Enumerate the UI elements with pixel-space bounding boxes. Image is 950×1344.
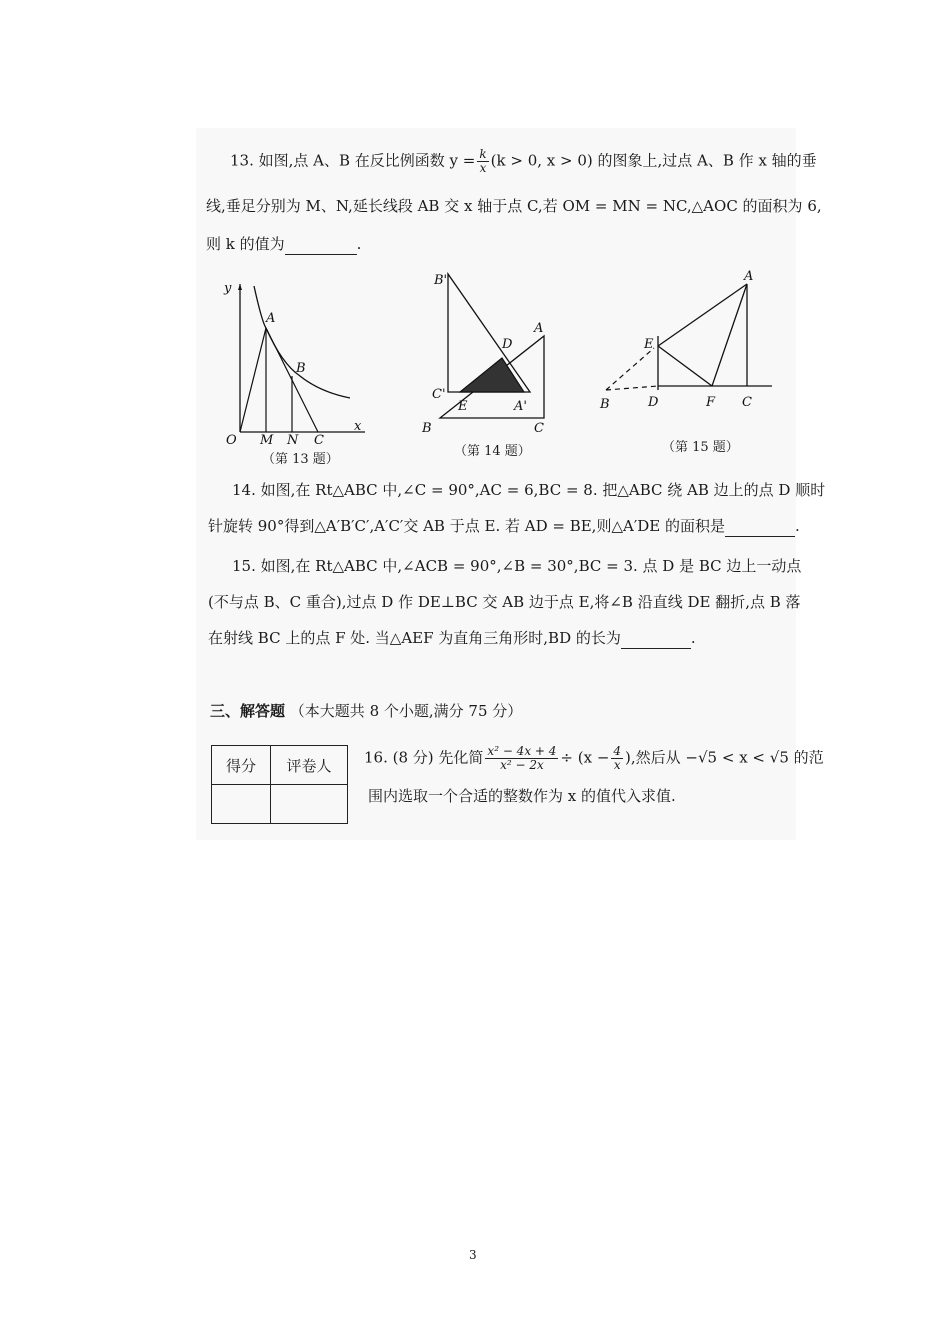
segment-OA — [240, 328, 266, 432]
grader-header: 评卷人 — [271, 746, 348, 785]
q16-line1: 16. (8 分) 先化简 $\frac{\text{x² − 4x + 4}}{\text{x² − 2x}}$ ÷ (x − $\frac{4}{x}$ ),然后从 −√5 < x < √5 的范 — [364, 744, 824, 772]
figure-13-caption: （第 13 题） — [262, 452, 339, 467]
shaded-triangle-A1DE — [460, 358, 524, 392]
dashed-BD — [606, 386, 658, 390]
label-A: A — [744, 269, 754, 284]
q16-fraction-2: $\frac{4}{x}$ — [613, 744, 622, 772]
figure-14-caption: （第 14 题） — [454, 444, 531, 459]
q13-answer-blank[interactable] — [285, 234, 357, 255]
score-cell[interactable] — [212, 785, 271, 824]
label-y: y — [224, 281, 232, 296]
label-F: F — [706, 395, 716, 410]
label-C-prime: C' — [432, 387, 446, 402]
section-3-title: 三、解答题 — [210, 702, 286, 720]
q13-line3: 则 k 的值为 . — [206, 235, 362, 253]
label-A: A — [534, 321, 544, 336]
label-E: E — [644, 337, 654, 352]
page-number: 3 — [469, 1248, 477, 1262]
label-B: B — [296, 361, 306, 376]
q13-line1: 13. 如图,点 A、B 在反比例函数 y = $\frac{k}{x}$ (k > 0, x > 0) 的图象上,过点 A、B 作 x 轴的垂 — [230, 147, 817, 175]
hyperbola-curve — [254, 286, 350, 398]
label-C: C — [742, 395, 752, 410]
q15-line2: (不与点 B、C 重合),过点 D 作 DE⊥BC 交 AB 边于点 E,将∠B 沿直线 DE 翻折,点 B 落 — [208, 593, 801, 611]
q14-line2: 针旋转 90°得到△A′B′C′,A′C′交 AB 于点 E. 若 AD = BE,则△A′DE 的面积是 . — [208, 517, 800, 535]
label-B: B — [422, 421, 432, 436]
label-M: M — [260, 433, 274, 448]
section-3-header — [210, 700, 522, 721]
dashed-BE — [606, 348, 654, 390]
label-B-prime: B' — [434, 273, 448, 288]
label-E: E — [458, 399, 468, 414]
label-A-prime: A' — [514, 399, 527, 414]
y-axis-arrow — [238, 284, 242, 290]
score-table — [211, 745, 348, 824]
section-3-note: （本大题共 8 个小题,满分 75 分） — [289, 702, 523, 720]
figure-13 — [210, 272, 370, 472]
score-header: 得分 — [212, 746, 271, 785]
label-C: C — [534, 421, 544, 436]
q15-line1: 15. 如图,在 Rt△ABC 中,∠ACB = 90°,∠B = 30°,BC = 3. 点 D 是 BC 边上一动点 — [232, 557, 802, 575]
label-D: D — [648, 395, 659, 410]
q14-line1: 14. 如图,在 Rt△ABC 中,∠C = 90°,AC = 6,BC = 8. 把△ABC 绕 AB 边上的点 D 顺时 — [232, 481, 826, 499]
label-O: O — [226, 433, 237, 448]
q15-answer-blank[interactable] — [621, 628, 691, 649]
label-x: x — [354, 419, 362, 434]
q13-line2: 线,垂足分别为 M、N,延长线段 AB 交 x 轴于点 C,若 OM = MN = NC,△AOC 的面积为 6, — [206, 197, 822, 215]
q16-line2: 围内选取一个合适的整数作为 x 的值代入求值. — [368, 787, 676, 805]
label-B: B — [600, 397, 610, 412]
q15-line3: 在射线 BC 上的点 F 处. 当△AEF 为直角三角形时,BD 的长为 . — [208, 629, 696, 647]
q14-answer-blank[interactable] — [725, 516, 795, 537]
label-C: C — [314, 433, 324, 448]
grader-cell[interactable] — [271, 785, 348, 824]
label-A: A — [266, 311, 276, 326]
segment-EA — [658, 284, 747, 346]
figure-14 — [412, 262, 562, 442]
segment-FA — [712, 284, 747, 386]
q13-fraction: $\frac{k}{x}$ — [479, 147, 487, 175]
label-D: D — [502, 337, 513, 352]
label-N: N — [287, 433, 299, 448]
figure-15 — [592, 266, 782, 416]
segment-EF — [658, 346, 712, 386]
q16-fraction-1: $\frac{\text{x² − 4x + 4}}{\text{x² − 2x}}$ — [487, 744, 557, 772]
figure-15-caption: （第 15 题） — [662, 440, 739, 455]
